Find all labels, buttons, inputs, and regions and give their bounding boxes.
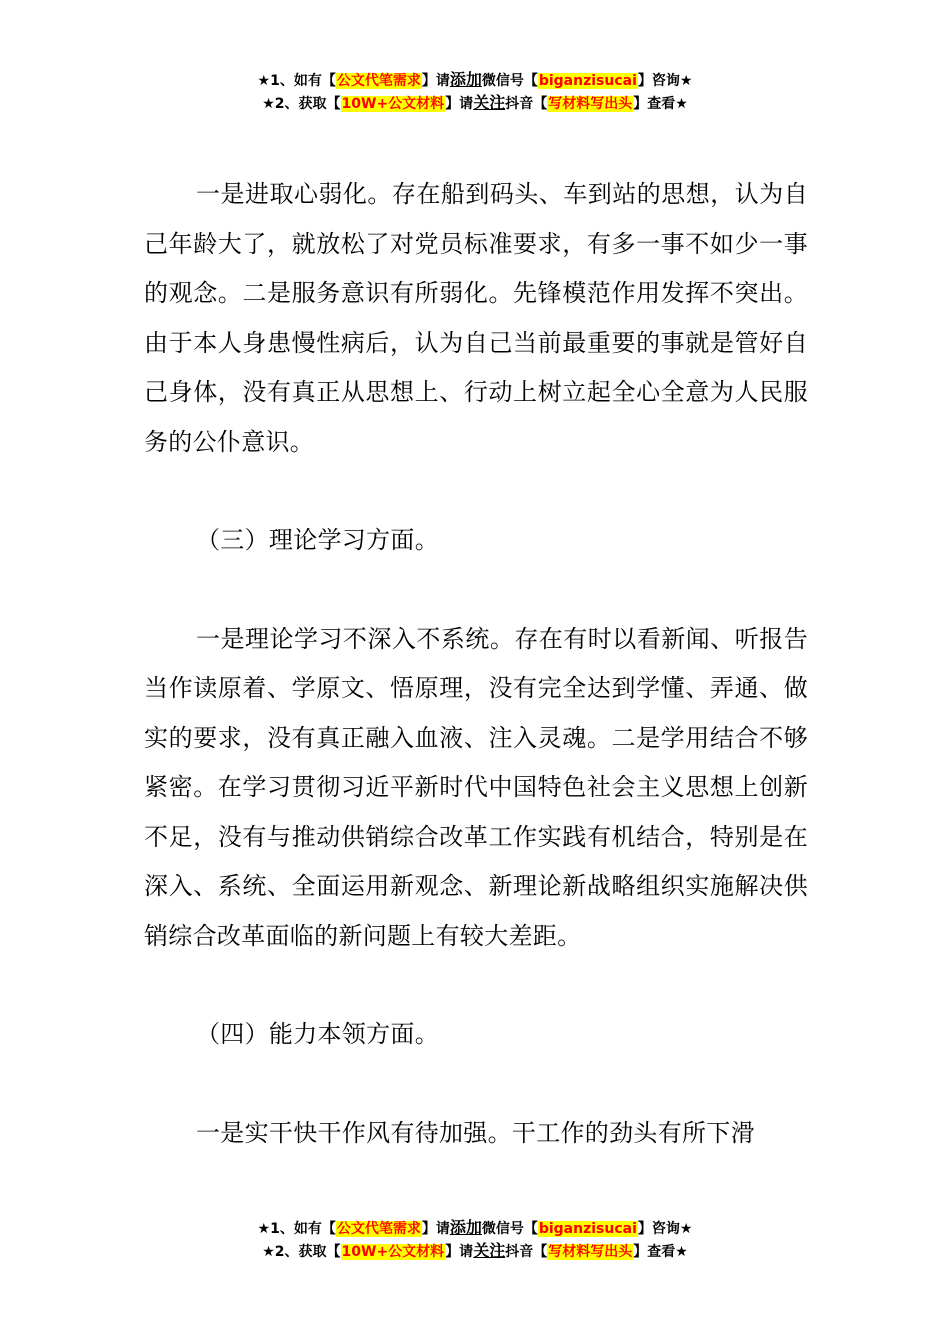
banner-text: 】查看★ — [633, 96, 688, 112]
header-banner — [0, 69, 950, 115]
banner-text: 微信号【 — [481, 73, 538, 89]
highlight-text: 10W+公文材料 — [341, 1244, 445, 1260]
banner-text: 】查看★ — [633, 1244, 688, 1260]
paragraph-gap — [144, 566, 808, 615]
banner-text: ★2、获取【 — [262, 1244, 341, 1260]
section-heading: （三）理论学习方面。 — [196, 526, 439, 554]
banner-line-1 — [0, 69, 950, 92]
banner-text: 】请 — [445, 1244, 474, 1260]
banner-text: ★2、获取【 — [262, 96, 341, 112]
emphasis-text: 关注 — [473, 1241, 506, 1260]
emphasis-text: 关注 — [473, 93, 506, 112]
highlight-text: biganzisucai — [538, 73, 637, 89]
emphasis-text: 添加 — [449, 1218, 482, 1237]
paragraph-gap — [144, 467, 808, 516]
banner-text: 】咨询★ — [637, 1221, 693, 1237]
footer-banner — [0, 1217, 950, 1263]
emphasis-text: 添加 — [449, 70, 482, 89]
banner-text: ★1、如有【 — [257, 1221, 336, 1237]
document-body — [144, 170, 808, 1158]
highlight-text: 公文代笔需求 — [336, 73, 421, 89]
banner-text: 】请 — [421, 73, 450, 89]
highlight-text: 公文代笔需求 — [336, 1221, 421, 1237]
banner-text: 】请 — [421, 1221, 450, 1237]
banner-line-2 — [0, 1240, 950, 1263]
banner-text: 抖音【 — [505, 1244, 548, 1260]
paragraph: 一是进取心弱化。存在船到码头、车到站的思想，认为自己年龄大了，就放松了对党员标准要求，有多一事不如少一事的观念。二是服务意识有所弱化。先锋模范作用发挥不突出。由于本人身患慢性病后，认为自己当前最重要的事就是管好自己身体，没有真正从思想上、行动上树立起全心全意为人民服务的公仆意识。 — [144, 180, 808, 456]
banner-line-1 — [0, 1217, 950, 1240]
banner-text: 】请 — [445, 96, 474, 112]
paragraph: 一是理论学习不深入不系统。存在有时以看新闻、听报告当作读原着、学原文、悟原理，没有完全达到学懂、弄通、做实的要求，没有真正融入血液、注入灵魂。二是学用结合不够紧密。在学习贯彻习近平新时代中国特色社会主义思想上创新不足，没有与推动供销综合改革工作实践有机结合，特别是在深入、系统、全面运用新观念、新理论新战略组织实施解决供销综合改革面临的新问题上有较大差距。 — [144, 624, 808, 950]
paragraph-gap — [144, 1060, 808, 1109]
banner-text: 微信号【 — [481, 1221, 538, 1237]
paragraph-gap — [144, 961, 808, 1010]
banner-line-2 — [0, 92, 950, 115]
paragraph: 一是实干快干作风有待加强。干工作的劲头有所下滑 — [196, 1118, 755, 1147]
banner-text: 抖音【 — [505, 96, 548, 112]
highlight-text: 10W+公文材料 — [341, 96, 445, 112]
section-heading: （四）能力本领方面。 — [196, 1020, 439, 1048]
banner-text: ★1、如有【 — [257, 73, 336, 89]
highlight-text: biganzisucai — [538, 1221, 637, 1237]
highlight-text: 写材料写出头 — [548, 96, 633, 112]
highlight-text: 写材料写出头 — [548, 1244, 633, 1260]
banner-text: 】咨询★ — [637, 73, 693, 89]
